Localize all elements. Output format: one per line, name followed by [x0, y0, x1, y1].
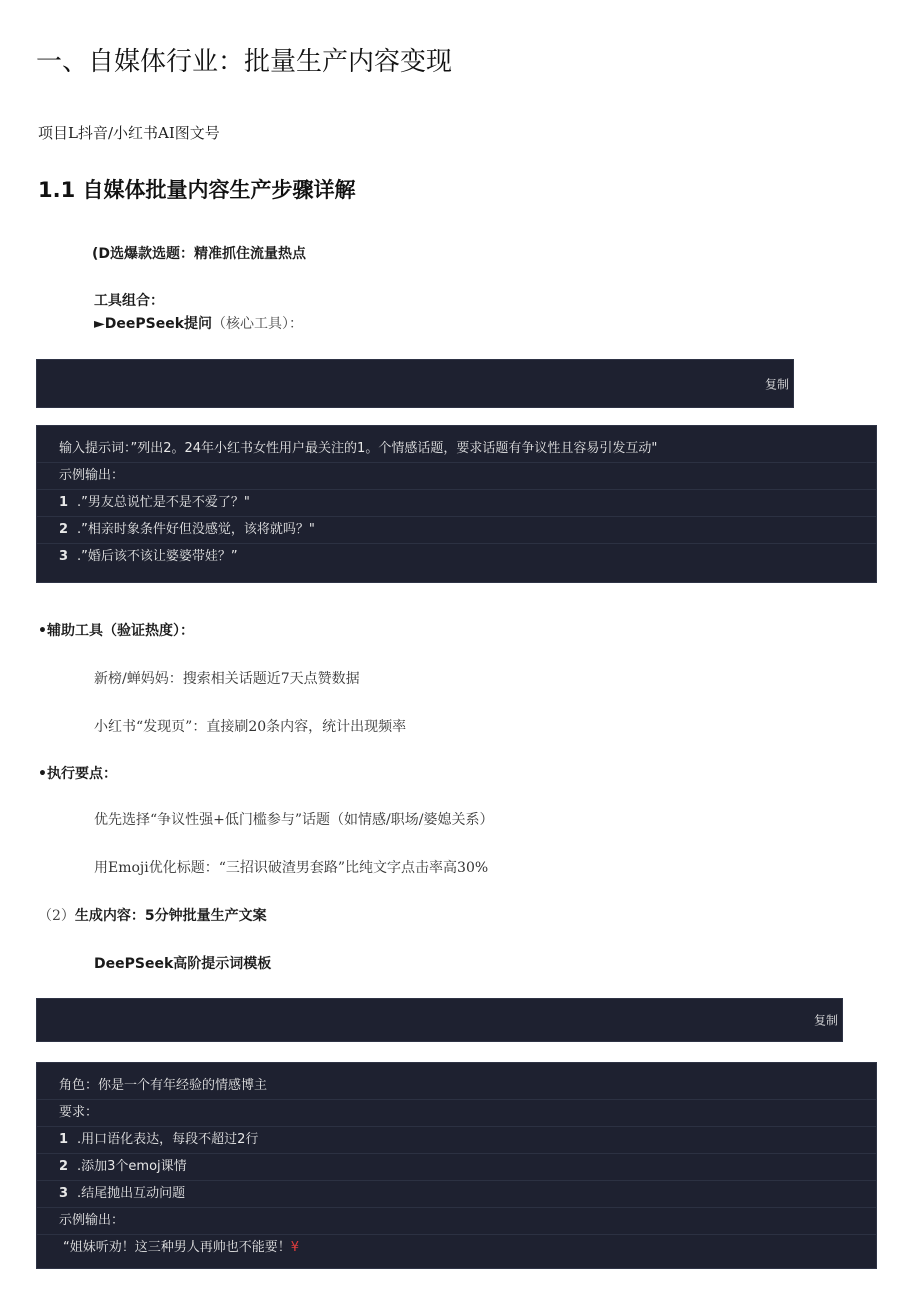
- aux-item: 新榜/蝉妈妈：搜索相关话题近7天点赞数据: [94, 671, 360, 687]
- exec-item: 用Emoji优化标题：“三招识破渣男套路”比纯文字点击率高30%: [94, 860, 489, 876]
- code-line: 输入提示词：”列出2。24年小红书女性用户最关注的1。个情感话题，要求话题有争议性且容易引发互动": [37, 436, 876, 463]
- tool-line: [94, 314, 303, 334]
- code-list-item: [37, 490, 876, 517]
- code-header-bar-1: [36, 359, 794, 408]
- code-line: 示例输出：: [37, 463, 876, 490]
- step2-prefix: （2）: [38, 908, 75, 924]
- code-block-1: [36, 425, 877, 583]
- code-example-line: [37, 1235, 876, 1261]
- code-list-item: [37, 1154, 876, 1181]
- item-text: .用口语化表达，每段不超过2行: [77, 1132, 259, 1147]
- code-list-item: [37, 544, 876, 570]
- item-number: 2: [59, 522, 69, 537]
- item-text: .”婚后该不该让婆婆带娃？”: [77, 549, 238, 564]
- exec-item: 优先选择“争议性强+低门槛参与”话题（如情感/职场/婆媳关系）: [94, 812, 494, 828]
- step2-text: 生成内容：5分钟批量生产文案: [74, 908, 267, 924]
- section-heading: 1.1 自媒体批量内容生产步骤详解: [38, 178, 356, 202]
- example-text: “姐妹听劝！这三种男人再帅也不能要！: [63, 1240, 291, 1255]
- code-list-item: [37, 1127, 876, 1154]
- code-block-2: [36, 1062, 877, 1269]
- tools-label: 工具组合：: [94, 293, 164, 309]
- item-text: .”相亲时象条件好但没感觉，该将就吗？": [77, 522, 315, 537]
- code-line: 要求：: [37, 1100, 876, 1127]
- step1-title: (D选爆款选题：精准抓住流量热点: [92, 246, 307, 262]
- code-line: 角色：你是一个有年经验的情感博主: [37, 1073, 876, 1100]
- code-list-item: [37, 517, 876, 544]
- code-line: 示例输出：: [37, 1208, 876, 1235]
- item-number: 3: [59, 549, 69, 564]
- item-number: 3: [59, 1186, 69, 1201]
- tool-name: ►DeePSeek提问: [94, 316, 213, 332]
- item-text: .添加3个emoj课情: [77, 1159, 187, 1174]
- exec-title: •执行要点：: [38, 766, 117, 782]
- project-line: 项目L抖音/小红书AI图文号: [38, 124, 220, 142]
- code-list-item: [37, 1181, 876, 1208]
- aux-title-note: （验证热度）：: [102, 623, 194, 639]
- aux-item: 小红书“发现页”：直接刷20条内容，统计出现频率: [94, 719, 407, 735]
- copy-button[interactable]: 复制: [813, 1013, 838, 1028]
- item-text: .”男友总说忙是不是不爱了？": [77, 495, 250, 510]
- example-symbol: ¥: [290, 1240, 300, 1255]
- item-text: .结尾抛出互动问题: [77, 1186, 186, 1201]
- item-number: 2: [59, 1159, 69, 1174]
- template-label: DeePSeek高阶提示词模板: [94, 956, 272, 972]
- tool-note: （核心工具）：: [212, 316, 304, 332]
- page-title: 一、自媒体行业：批量生产内容变现: [36, 47, 453, 77]
- item-number: 1: [59, 1132, 69, 1147]
- copy-button[interactable]: 复制: [764, 377, 789, 391]
- aux-tools-title: [38, 621, 194, 641]
- item-number: 1: [59, 495, 69, 510]
- aux-title-bold: •辅助工具: [38, 623, 103, 639]
- code-header-bar-2: [36, 998, 843, 1042]
- step2-title: [38, 906, 267, 926]
